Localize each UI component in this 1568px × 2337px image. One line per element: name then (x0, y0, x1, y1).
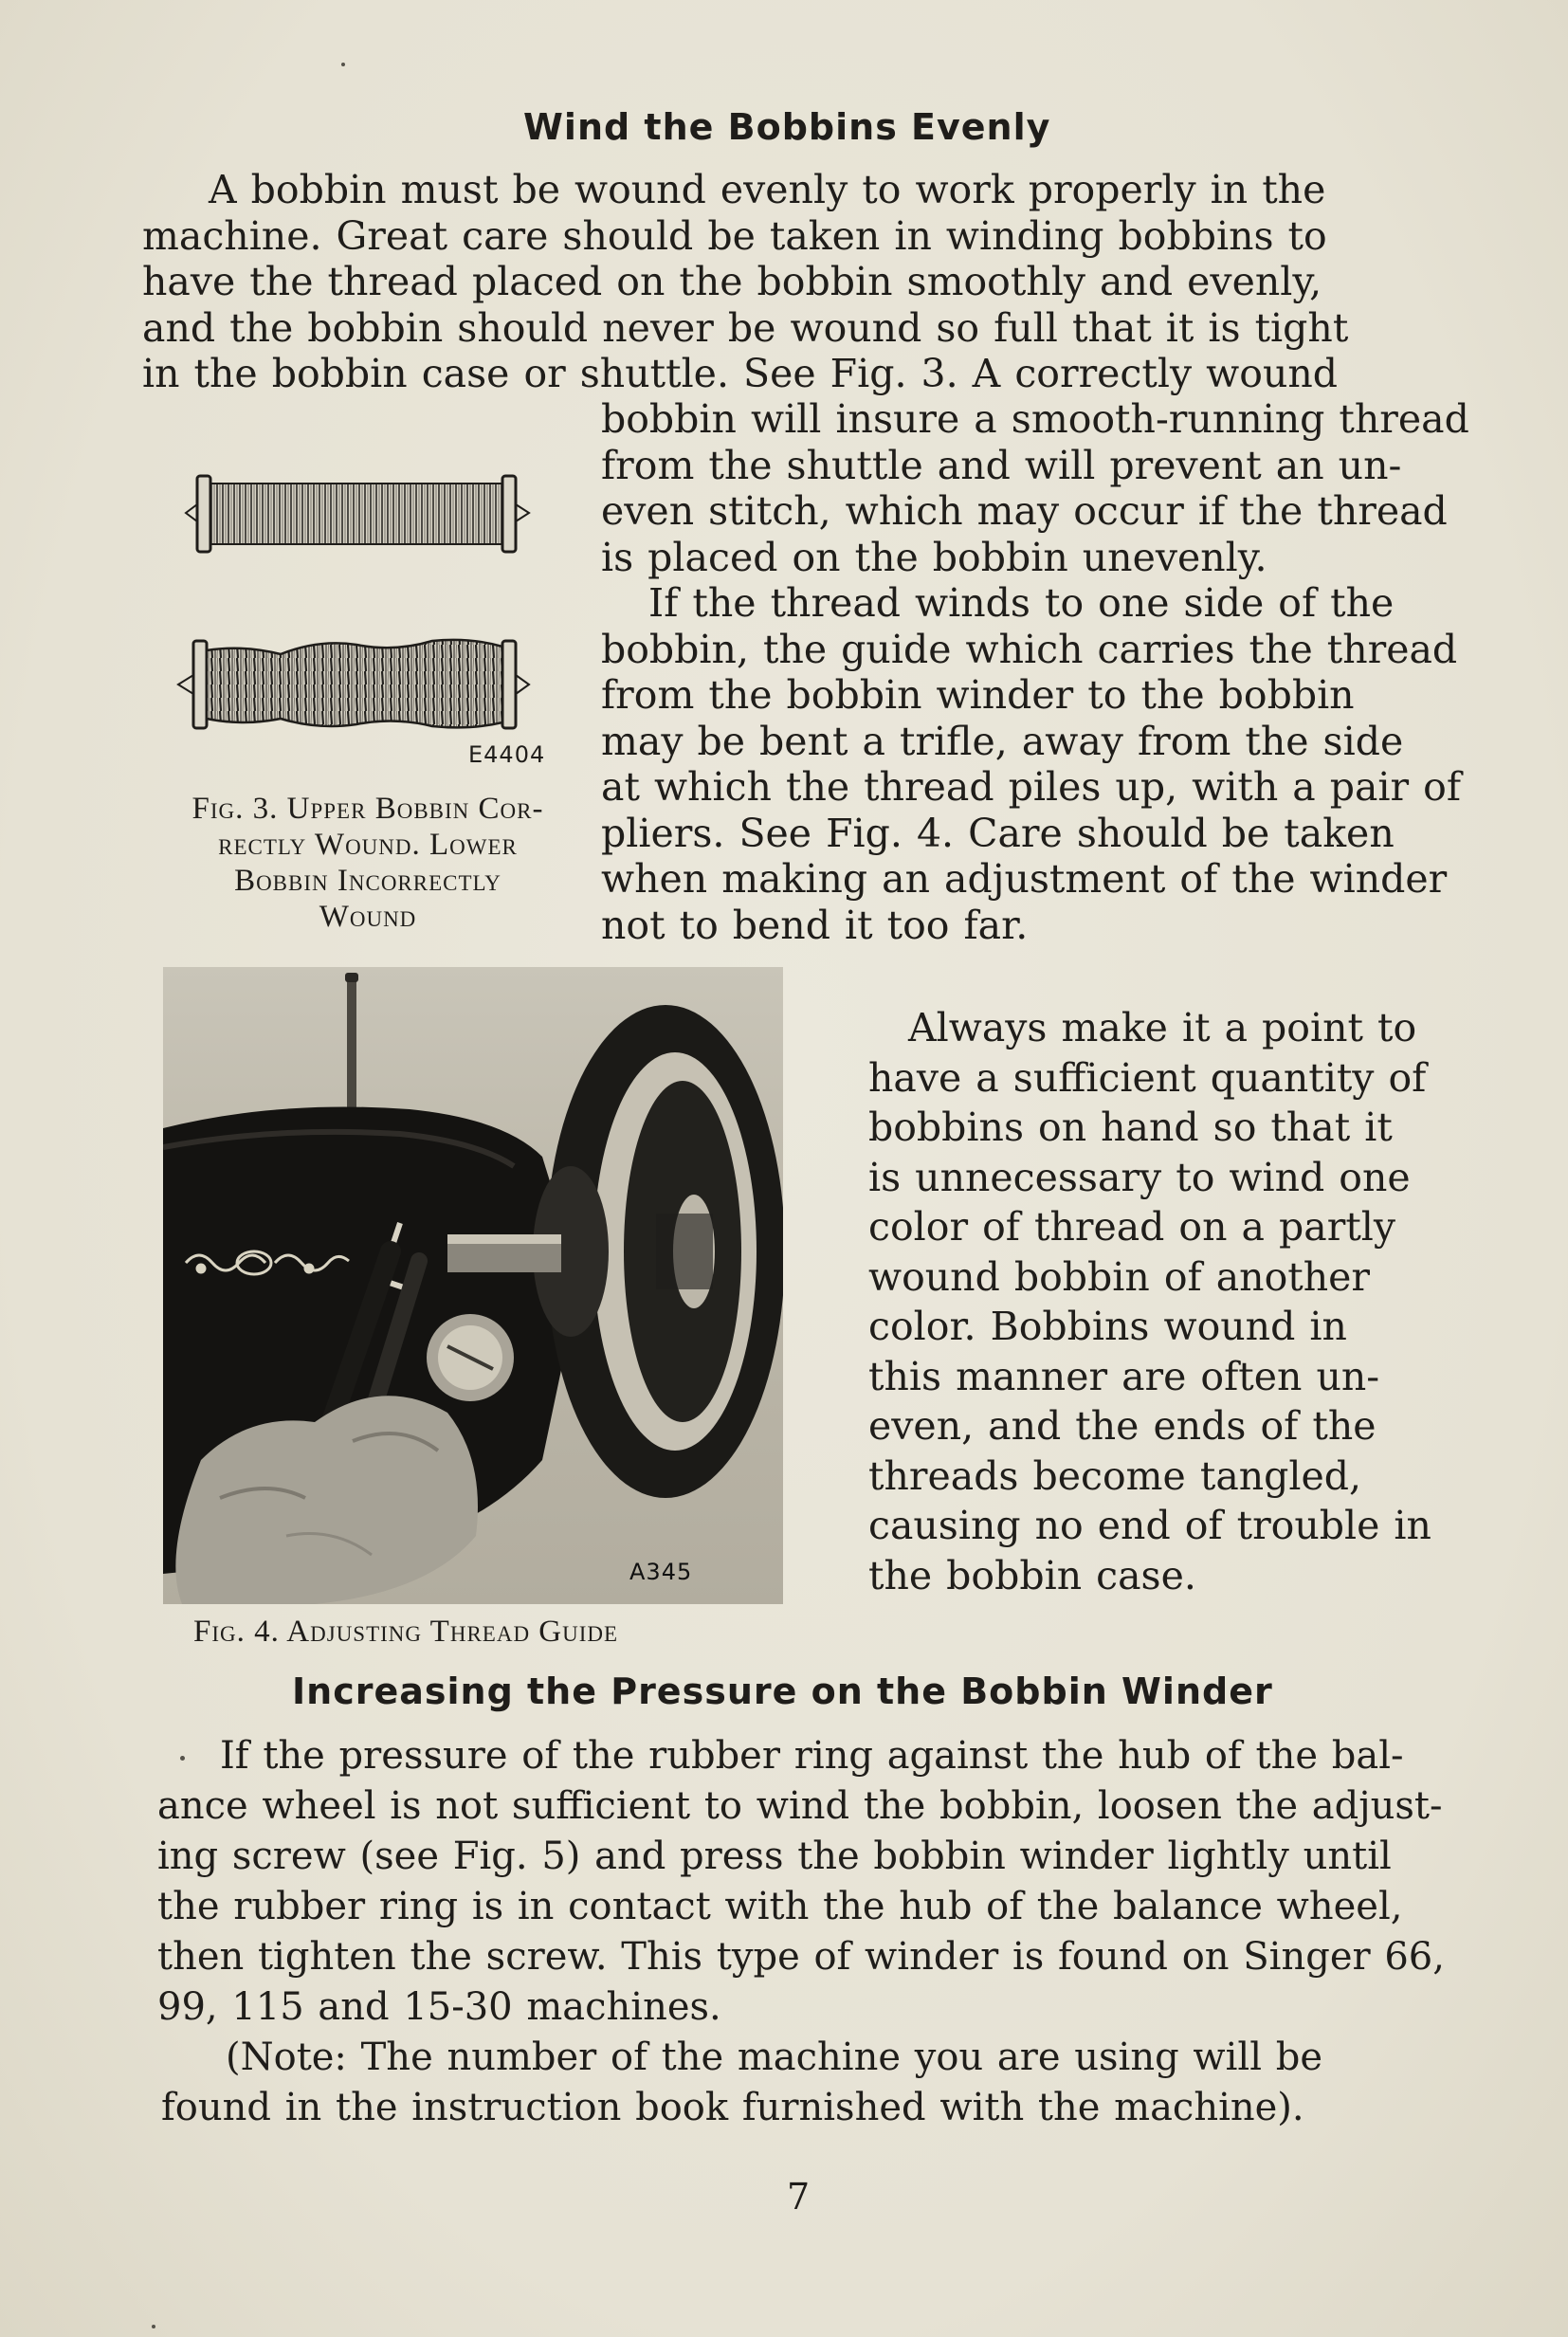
text-line: may be bent a trifle, away from the side (601, 718, 1404, 764)
text-line: 99, 115 and 15-30 machines. (157, 1985, 721, 2029)
text-line: when making an adjustment of the winder (601, 856, 1448, 902)
text-line: is unnecessary to wind one (868, 1154, 1411, 1200)
paragraph-3 (868, 1003, 1431, 1600)
text-line: the bobbin case. (868, 1552, 1196, 1598)
text-line: even stitch, which may occur if the thread (601, 488, 1448, 534)
lower-bobbin (178, 640, 529, 728)
text-line: have a sufficient quantity of (868, 1054, 1427, 1101)
text-line: If the pressure of the rubber ring against the hub of the bal- (220, 1734, 1404, 1778)
text-line: If the thread winds to one side of the (648, 580, 1395, 626)
text-line: this manner are often un- (868, 1353, 1380, 1399)
text-line: have the thread placed on the bobbin smoothly and evenly, (142, 259, 1322, 304)
caption-line: Fig. 3. Upper Bobbin Cor- (191, 792, 544, 826)
speck (341, 63, 345, 66)
text-line: A bobbin must be wound evenly to work properly in the (209, 167, 1326, 212)
text-line: pliers. See Fig. 4. Care should be taken (601, 810, 1395, 856)
paragraph-4 (157, 1731, 1443, 2033)
figure-4-code: A345 (629, 1559, 693, 1585)
text-line: color. Bobbins wound in (868, 1304, 1347, 1349)
text-line: color of thread on a partly (868, 1204, 1396, 1250)
text-line: is placed on the bobbin unevenly. (601, 534, 1267, 580)
figure-4-caption: Fig. 4. Adjusting Thread Guide (193, 1615, 619, 1649)
text-line: and the bobbin should never be wound so full that it is tight (142, 304, 1349, 351)
paragraph-1 (142, 167, 1420, 397)
text-line: causing no end of trouble in (868, 1503, 1431, 1548)
text-line: from the bobbin winder to the bobbin (601, 672, 1355, 718)
paragraph-2 (601, 580, 1462, 948)
text-line: wound bobbin of another (868, 1253, 1371, 1300)
text-line: ance wheel is not sufficient to wind the bobbin, loosen the adjust- (157, 1784, 1443, 1828)
figure-3-code: E4404 (468, 741, 546, 768)
paragraph-1-continued (601, 396, 1469, 580)
text-line: in the bobbin case or shuttle. See Fig. 3. A correctly wound (142, 351, 1339, 396)
bobbins-illustration (176, 459, 565, 762)
text-line: even, and the ends of the (868, 1403, 1377, 1449)
sewing-machine-photo (163, 967, 783, 1604)
upper-bobbin (186, 476, 529, 552)
note-paragraph (161, 2033, 1447, 2133)
text-line: ing screw (see Fig. 5) and press the bobbin winder lightly until (157, 1835, 1392, 1878)
text-line: not to bend it too far. (601, 902, 1029, 948)
text-line: bobbin, the guide which carries the thread (601, 626, 1458, 672)
text-line: threads become tangled, (868, 1452, 1362, 1499)
page-number: 7 (787, 2176, 811, 2218)
text-line: bobbins on hand so that it (868, 1105, 1393, 1150)
sewing-machine-illustration (163, 967, 783, 1604)
text-line: (Note: The number of the machine you are using will be (226, 2036, 1323, 2079)
section-heading: Increasing the Pressure on the Bobbin Winder (292, 1671, 1273, 1712)
caption-line: Bobbin Incorrectly (234, 864, 501, 898)
caption-line: Wound (319, 900, 417, 934)
text-line: bobbin will insure a smooth-running thread (601, 396, 1469, 442)
text-line: the rubber ring is in contact with the hub of the balance wheel, (157, 1885, 1403, 1928)
page-title: Wind the Bobbins Evenly (523, 106, 1051, 148)
text-line: machine. Great care should be taken in winding bobbins to (142, 212, 1327, 259)
text-line: then tighten the screw. This type of winder is found on Singer 66, (157, 1935, 1445, 1979)
text-line: Always make it a point to (908, 1005, 1417, 1050)
figure-3-caption (140, 791, 595, 935)
speck (152, 2325, 155, 2328)
text-line: at which the thread piles up, with a pair of (601, 764, 1462, 810)
text-line: from the shuttle and will prevent an un- (601, 442, 1402, 488)
text-line: found in the instruction book furnished with the machine). (161, 2086, 1304, 2129)
caption-line: rectly Wound. Lower (218, 828, 518, 862)
